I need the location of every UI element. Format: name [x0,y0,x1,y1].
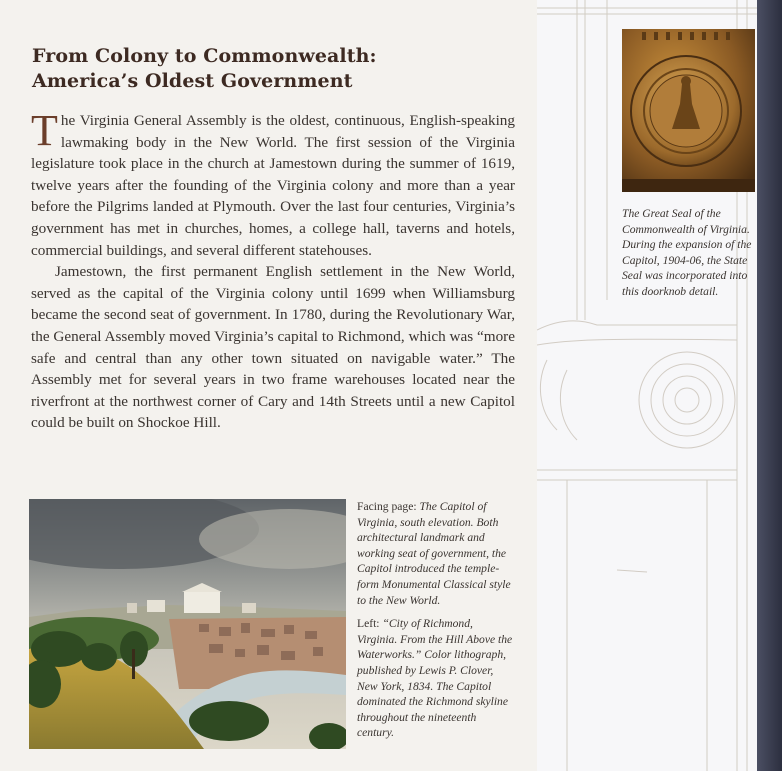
paragraph-1 [31,106,515,261]
paragraph-1-text: he Virginia General Assembly is the oldest, continuous, English-speaking lawmaking body in the New World. The first session of the Virginia legislature took place in the church at Jamestown during the summer of 1619, twelve years after the founding of the Virginia colony and more than a year before the Pilgrims landed at Plymouth. Over the last four centuries, Virginia’s government has met in churches, homes, a college hall, taverns and hotels, commercial buildings, and several different statehouses. [31,112,515,259]
facing-page-caption: Facing page: The Capitol of Virginia, south elevation. Both architectural landmark and working seat of government, the Capitol introduced the temple-form Monumental Classical style to the New World. [357,500,511,607]
page-edge-shadow [757,0,782,771]
paragraph-2: Jamestown, the first permanent English settlement in the New World, served as the capital of the Virginia colony until 1699 when Williamsburg became the second seat of government. In 1780, during the Revolutionary War, the General Assembly moved Virginia’s capital to Richmond, which was “more safe and central than any other town situated on navigable water.” The Assembly met for several years in two frame warehouses located near the riverfront at the northwest corner of Cary and 14th Streets until a new Capitol could be built on Shockoe Hill. [31,263,515,432]
left-image-caption: Left: “City of Richmond, Virginia. From the Hill Above the Waterworks.” Color lithograph, published by Lewis P. Clover, New York, 1834. The Capitol dominated the Richmond skyline throughout the nineteenth century. [357,617,513,740]
image-captions [357,499,515,749]
richmond-lithograph-image [29,499,346,749]
title-line-2: America’s Oldest Government [32,70,353,92]
title-line-1: From Colony to Commonwealth: [32,45,377,67]
body-text [31,106,515,434]
drop-cap: T [31,106,58,155]
seal-caption: The Great Seal of the Commonwealth of Virginia. During the expansion of the Capitol, 1904-06, the State Seal was incorporated into this doorknob detail. [622,207,752,298]
page-title [32,44,502,94]
state-seal-doorknob-image [622,29,755,192]
